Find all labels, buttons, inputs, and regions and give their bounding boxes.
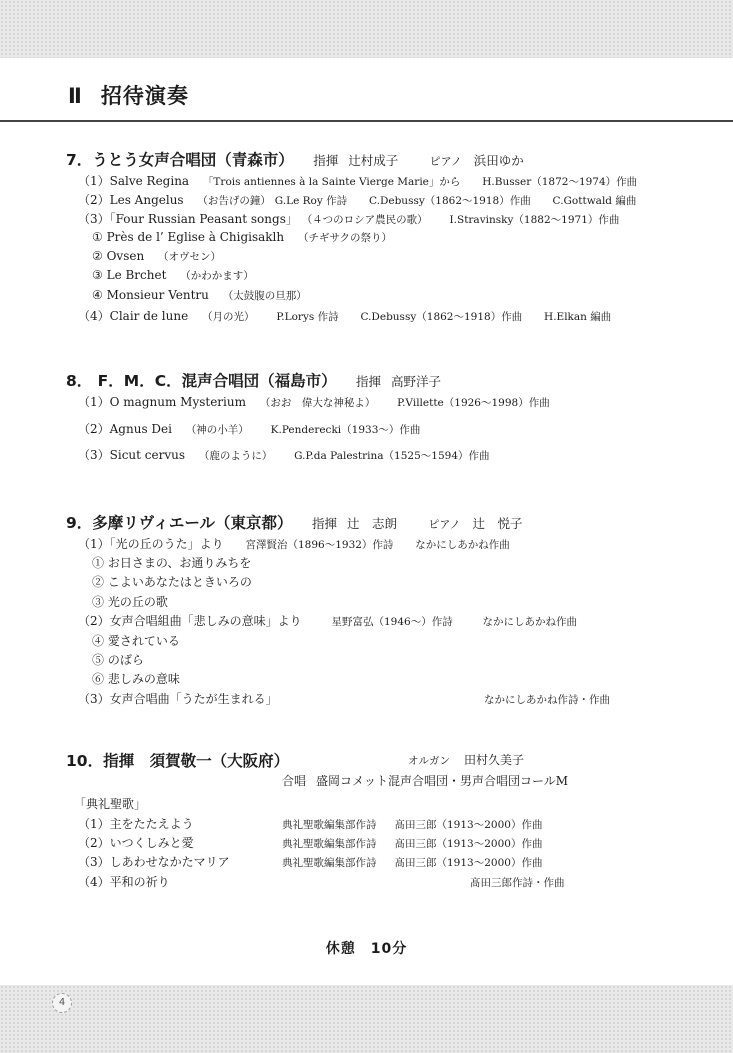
g9-piece-1: （1）「光の丘のうた」より 宮澤賢治（1896～1932）作詩 なかにしあかね作曲	[78, 537, 510, 551]
g10-piece-1-credits: 典礼聖歌編集部作詩 髙田三郎（1913～2000）作曲	[282, 819, 543, 831]
g10-choir: 合唱 盛岡コメット混声合唱団・男声合唱団コールM	[282, 774, 569, 788]
g8-piece-2: （2）Agnus Dei （神の小羊） K.Penderecki（1933～）作曲	[78, 422, 421, 436]
group-10-heading: 10．指揮 須賀敬一（大阪府）	[66, 752, 290, 770]
g9-sub-5: ⑤ のばら	[92, 653, 144, 667]
g7-sub-2: ② Ovsen （オヴセン）	[92, 249, 222, 263]
g9-sub-6: ⑥ 悲しみの意味	[92, 672, 180, 686]
group-8-heading: 8． F．M．C．混声合唱団（福島市） 指揮 高野洋子	[66, 372, 442, 390]
g9-piece-3: （3）女声合唱曲「うたが生まれる」	[78, 692, 278, 706]
g10-piece-4: （4）平和の祈り	[78, 875, 170, 889]
group-9-heading: 9．多摩リヴィエール（東京都） 指揮 辻 志朗 ピアノ 辻 悦子	[66, 514, 523, 532]
g10-piece-4-credits: 髙田三郎作詩・作曲	[470, 877, 565, 889]
g9-piece-3-composer: なかにしあかね作詩・作曲	[484, 694, 610, 706]
g9-sub-4: ④ 愛されている	[92, 634, 180, 648]
g10-piece-2-credits: 典礼聖歌編集部作詩 髙田三郎（1913～2000）作曲	[282, 838, 543, 850]
g7-piece-3: （3）「Four Russian Peasant songs」 （４つのロシア農民の歌） I.Stravinsky（1882～1971）作曲	[78, 212, 620, 226]
g10-piece-2: （2）いつくしみと愛	[78, 836, 194, 850]
g9-sub-3: ③ 光の丘の歌	[92, 595, 168, 609]
g8-piece-1: （1）O magnum Mysterium （おお 偉大な神秘よ） P.Villette（1926～1998）作曲	[78, 395, 550, 409]
g7-sub-1: ① Près de l’ Eglise à Chigisaklh （チギサクの祭り）	[92, 230, 393, 244]
g10-work-title: 「典礼聖歌」	[74, 797, 147, 811]
g7-piece-4: （4）Clair de lune （月の光） P.Lorys 作詩 C.Debussy（1862～1918）作曲 H.Elkan 編曲	[78, 309, 612, 323]
g10-piece-1: （1）主をたたえよう	[78, 817, 194, 831]
header-band	[0, 0, 733, 58]
g9-sub-1: ① お日さまの、お通りみちを	[92, 556, 252, 570]
g9-sub-2: ② こよいあなたはときいろの	[92, 575, 252, 589]
g9-piece-2: （2）女声合唱組曲「悲しみの意味」より 星野富弘（1946～）作詩 なかにしあかね作曲	[78, 614, 578, 628]
g10-organ: オルガン 田村久美子	[408, 753, 525, 767]
g10-piece-3: （3）しあわせなかたマリア	[78, 855, 230, 869]
g7-piece-1: （1）Salve Regina 「Trois antiennes à la Sainte Vierge Marie」から H.Busser（1872～1974）作曲	[78, 174, 638, 188]
g8-piece-3: （3）Sicut cervus （鹿のように） G.P.da Palestrina（1525～1594）作曲	[78, 448, 490, 462]
group-7-heading: 7．うとう女声合唱団（青森市） 指揮 辻村成子 ピアノ 浜田ゆか	[66, 151, 524, 169]
footer-band	[0, 985, 733, 1053]
page-number: 4	[52, 993, 72, 1013]
intermission: 休憩 10分	[325, 941, 408, 957]
g7-sub-4: ④ Monsieur Ventru （太鼓腹の旦那）	[92, 288, 307, 302]
g10-piece-3-credits: 典礼聖歌編集部作詩 髙田三郎（1913～2000）作曲	[282, 857, 543, 869]
section-title: Ⅱ 招待演奏	[68, 84, 189, 108]
g7-sub-3: ③ Le Brchet （かわかます）	[92, 268, 254, 282]
section-rule	[0, 120, 733, 122]
g7-piece-2: （2）Les Angelus （お告げの鐘） G.Le Roy 作詩 C.Debussy（1862～1918）作曲 C.Gottwald 編曲	[78, 193, 637, 207]
